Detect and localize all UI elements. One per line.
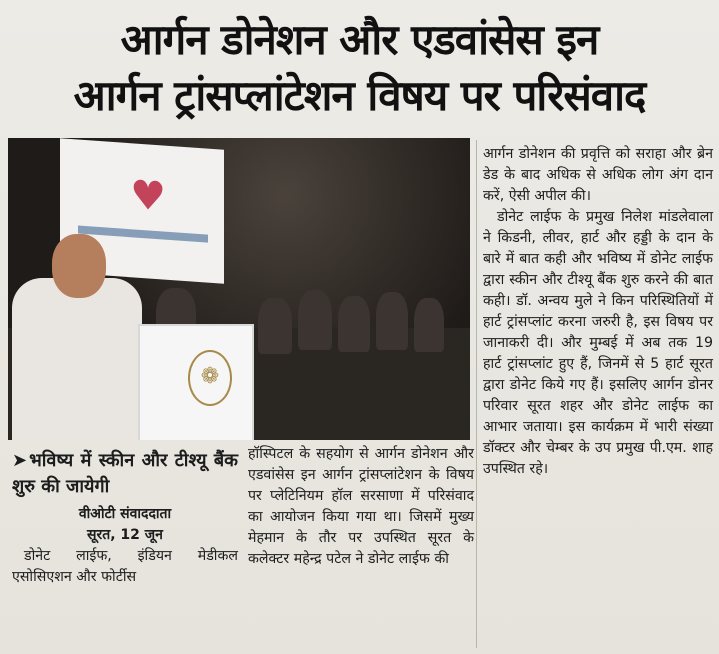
article-lead: डोनेट लाईफ, इंडियन मेडीकल एसोसिएशन और फोर्टीस — [12, 548, 238, 585]
panel-member — [338, 296, 370, 352]
event-photo — [8, 138, 470, 440]
headline — [8, 12, 711, 124]
byline: वीओटी संवाददाता — [78, 506, 172, 522]
headline-line-2: आर्गन ट्रांसप्लांटेशन विषय पर परिसंवाद — [73, 71, 646, 120]
heart-icon: ♥ — [130, 172, 166, 221]
panel-member — [376, 292, 408, 350]
article-body-2: हॉस्पिटल के सहयोग से आर्गन डोनेशन और एडवांसेस इन आर्गन ट्रांसप्लांटेशन के विषय पर प्लेटिनियम हॉल सरसाणा में परिसंवाद का आयोजन किया गया था। जिसमें मुख्य मेहमान के तौर पर उपस्थित सूरत के कलेक्टर महेन्द्र पटेल ने डोनेट लाईफ की — [248, 446, 474, 567]
article-column-3 — [483, 144, 713, 480]
headline-line-1: आर्गन डोनेशन और एडवांसेस इन — [120, 15, 599, 64]
sidebar-subhead — [12, 448, 238, 500]
speaker-head — [52, 234, 106, 298]
panel-member — [414, 298, 444, 352]
panel-member — [258, 298, 292, 354]
article-body-3a: आर्गन डोनेशन की प्रवृत्ति को सराहा और ब्रेन डेड के बाद अधिक से अधिक लोग अंग दान करें, ऐसी अपील की। — [483, 146, 713, 204]
panel-member — [298, 290, 332, 350]
dateline: सूरत, 12 जून — [87, 527, 163, 543]
column-divider — [476, 140, 477, 648]
sidebar-subhead-text: भविष्य में स्कीन और टीश्यू बैंक शुरु की जायेगी — [12, 450, 238, 497]
podium — [138, 324, 254, 440]
article-column-2 — [248, 444, 474, 570]
speaker — [12, 278, 142, 440]
arrow-icon: ➤ — [12, 450, 28, 471]
article-body-3b: डोनेट लाईफ के प्रमुख निलेश मांडलेवाला ने किडनी, लीवर, हार्ट और हड्डी के दान के बारे में बात कही और भविष्य में डोनेट लाईफ द्वारा स्कीन और टीश्यू बैंक शुरु करने की बात कही। डॉ. अन्वय मुले ने किन परिस्थितियों में हार्ट ट्रांसप्लांट करना जरुरी है, इस विषय पर जानाकरी दी। और मुम्बई में अब तक 19 हार्ट ट्रांसप्लांट हुए हैं, जिनमें से 5 हार्ट सूरत द्वारा डोनेट किये गए हैं। इसलिए आर्गन डोनर परिवार सूरत शहर और डोनेट लाईफ का आभार जताया। इस कार्यक्रम में भारी संख्या डॉक्टर और चेम्बर के उप प्रमुख पी.एम. शाह उपस्थित रहे। — [483, 209, 713, 477]
emblem-icon: ❁ — [188, 350, 232, 406]
sidebar-column — [12, 448, 238, 588]
